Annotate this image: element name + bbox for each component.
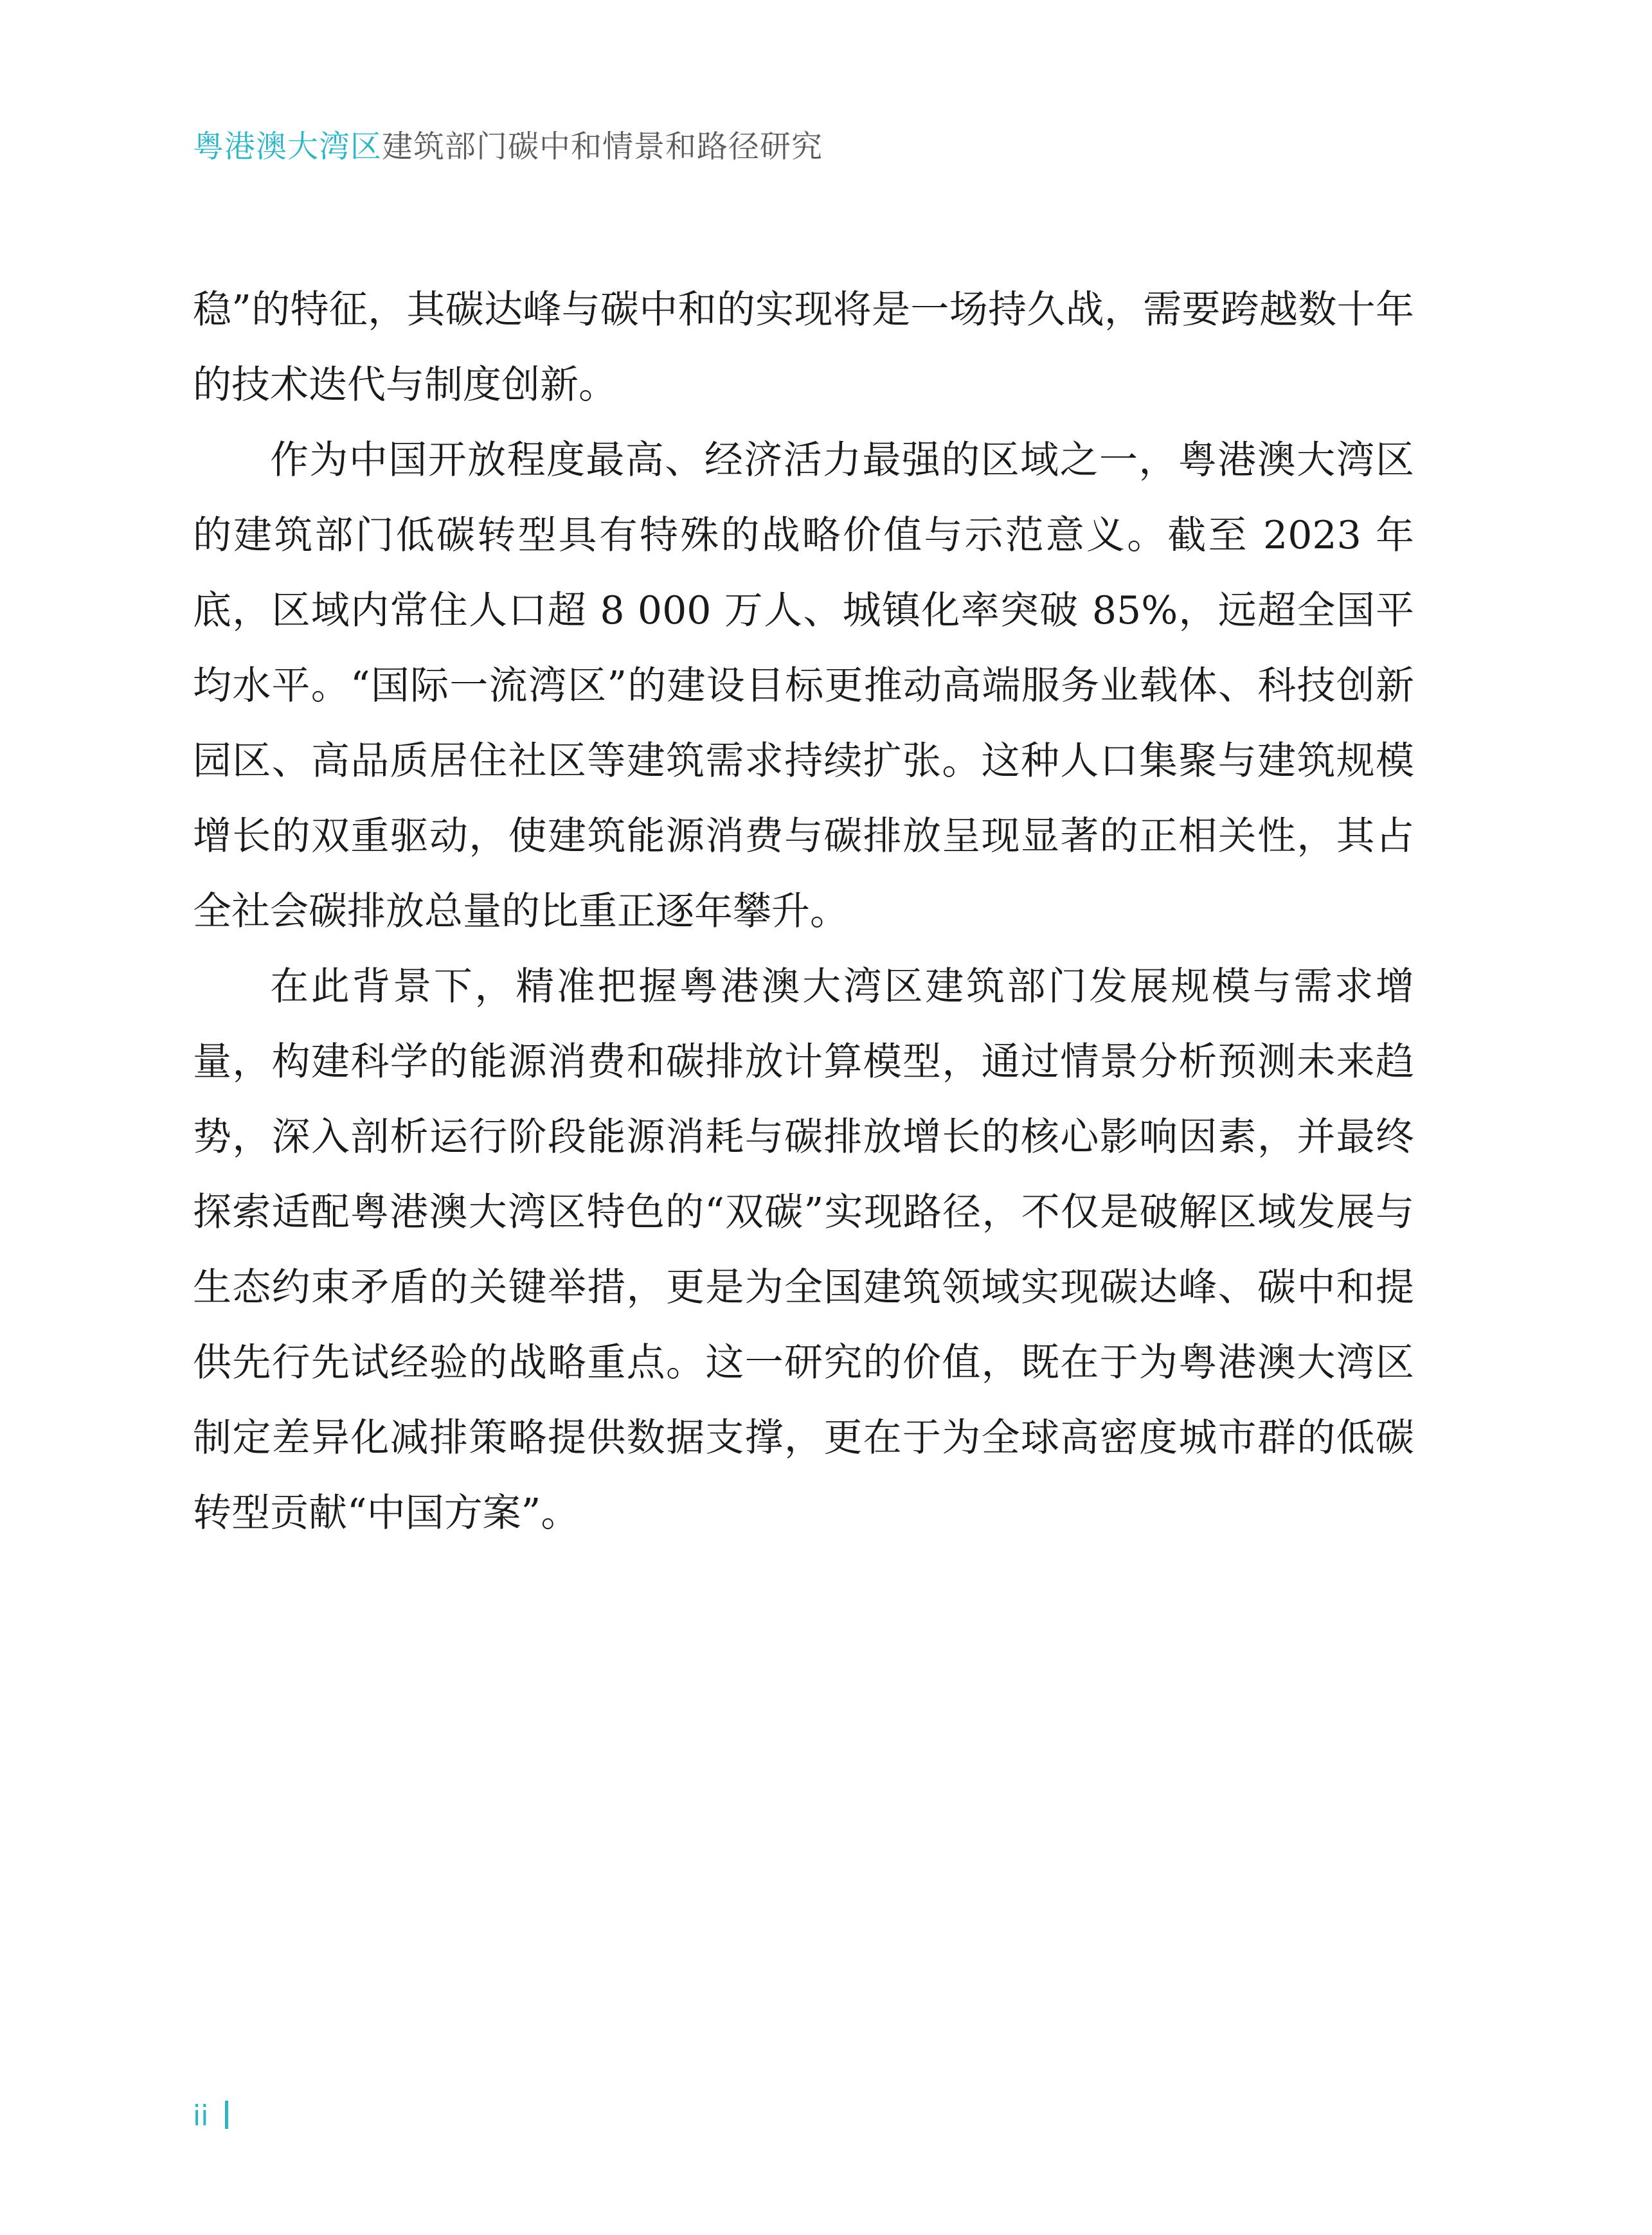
body-text xyxy=(193,273,1414,1551)
folio-divider xyxy=(225,2101,228,2129)
page-number: ii xyxy=(193,2099,209,2132)
header-title-accent: 粤港澳大湾区 xyxy=(193,129,382,165)
paragraph: 在此背景下，精准把握粤港澳大湾区建筑部门发展规模与需求增量，构建科学的能源消费和碳排放计算模型，通过情景分析预测未来趋势，深入剖析运行阶段能源消耗与碳排放增长的核心影响因素，并最终探索适配粤港澳大湾区特色的“双碳”实现路径，不仅是破解区域发展与生态约束矛盾的关键举措，更是为全国建筑领域实现碳达峰、碳中和提供先行先试经验的战略重点。这一研究的价值，既在于为粤港澳大湾区制定差异化减排策略提供数据支撑，更在于为全球高密度城市群的低碳转型贡献“中国方案”。 xyxy=(193,964,1414,1536)
paragraph-continued: 稳”的特征，其碳达峰与碳中和的实现将是一场持久战，需要跨越数十年的技术迭代与制度创新。 xyxy=(193,287,1414,408)
page-footer xyxy=(193,2097,228,2135)
paragraph: 作为中国开放程度最高、经济活力最强的区域之一，粤港澳大湾区的建筑部门低碳转型具有特殊的战略价值与示范意义。截至 2023 年底，区域内常住人口超 8 000 万人、城镇化率突破 85%，远超全国平均水平。“国际一流湾区”的建设目标更推动高端服务业载体、科技创新园区、高品质居住社区等建筑需求持续扩张。这种人口集聚与建筑规模增长的双重驱动，使建筑能源消费与碳排放呈现显著的正相关性，其占全社会碳排放总量的比重正逐年攀升。 xyxy=(193,438,1414,934)
header-title-rest: 建筑部门碳中和情景和路径研究 xyxy=(382,129,823,165)
running-header xyxy=(193,126,823,167)
